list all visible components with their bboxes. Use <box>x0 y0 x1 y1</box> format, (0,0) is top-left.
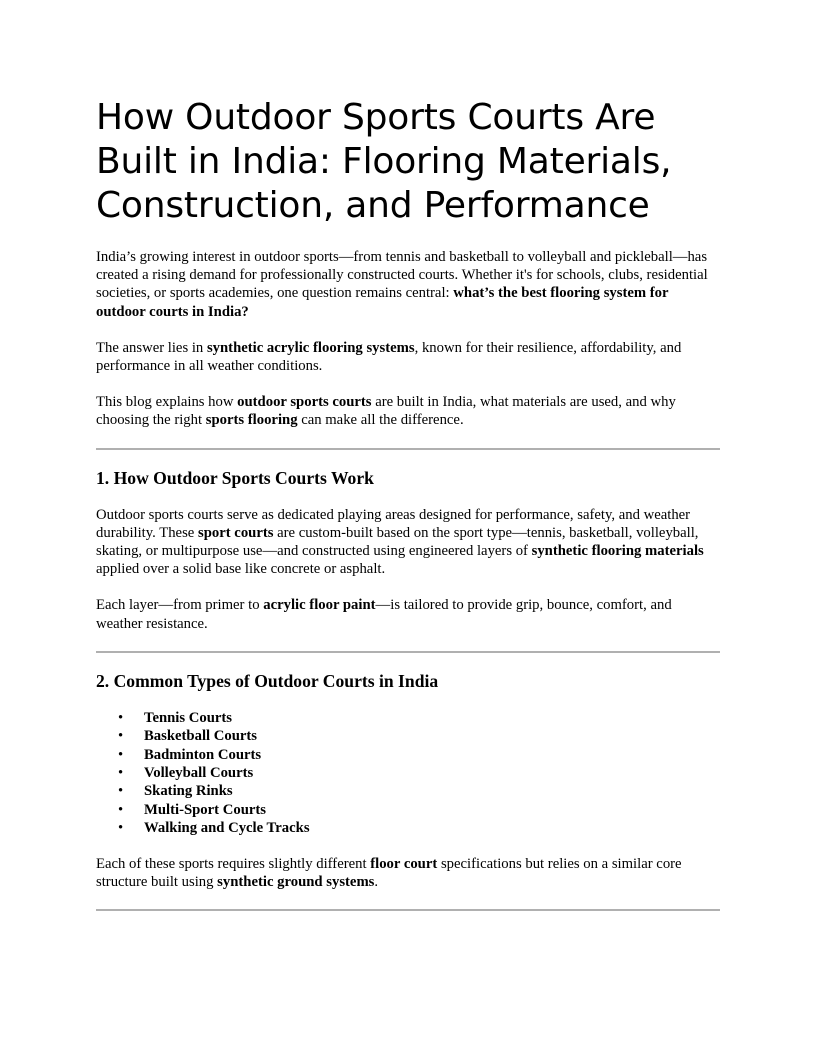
list-item <box>96 746 720 764</box>
text-span: are built in India, what materials are used, and why choosing the right <box>96 394 676 429</box>
section-1-heading: 1. How Outdoor Sports Courts Work <box>96 467 374 488</box>
page-title: How Outdoor Sports Courts Are Built in India: Flooring Materials, Construction, and Performance <box>96 97 672 226</box>
text-span: . <box>374 873 379 890</box>
bold-text: synthetic acrylic flooring systems <box>206 339 415 356</box>
bold-text: what’s the best flooring system for outdoor courts in India? <box>96 285 669 320</box>
text-span: Each of these sports requires slightly different <box>96 855 371 872</box>
text-span: are custom-built based on the sport type—tennis, basketball, volleyball, skating, or multipurpose use—and constructed using engineered layers of <box>96 524 699 560</box>
text-span: can make all the difference. <box>297 412 464 429</box>
intro-paragraph-2 <box>96 339 720 375</box>
text-span: This blog explains how <box>96 394 238 411</box>
bullet-icon: • <box>118 746 124 763</box>
bullet-icon: • <box>118 728 124 745</box>
bold-text: outdoor sports courts <box>237 394 372 411</box>
bullet-icon: • <box>118 820 124 837</box>
bold-text: acrylic floor paint <box>263 597 376 614</box>
list-item-label: Badminton Courts <box>144 746 262 763</box>
document-page <box>96 96 720 928</box>
section-2-paragraph-1 <box>96 855 720 891</box>
horizontal-rule <box>96 909 720 911</box>
list-item-label: Skating Rinks <box>144 783 233 800</box>
horizontal-rule <box>96 448 720 450</box>
list-item <box>96 801 720 819</box>
intro-paragraph-3 <box>96 393 720 429</box>
court-types-list <box>96 709 720 838</box>
list-item <box>96 764 720 782</box>
list-item-label: Multi-Sport Courts <box>144 801 266 818</box>
list-item-label: Volleyball Courts <box>144 765 254 782</box>
list-item-label: Tennis Courts <box>144 709 233 726</box>
text-span: , known for their resilience, affordability, and performance in all weather conditions. <box>96 339 682 375</box>
list-item <box>96 709 720 727</box>
list-item <box>96 782 720 800</box>
bold-text: floor court <box>370 855 438 872</box>
text-span: The answer lies in <box>96 339 207 356</box>
list-item <box>96 819 720 837</box>
text-span: Each layer—from primer to <box>96 597 264 614</box>
text-span: specifications but relies on a similar core structure built using <box>96 855 682 890</box>
list-item-label: Basketball Courts <box>144 728 258 745</box>
bold-text: sport courts <box>197 524 274 541</box>
bullet-icon: • <box>118 783 124 800</box>
intro-paragraph-1 <box>96 248 720 321</box>
text-span: —is tailored to provide grip, bounce, comfort, and weather resistance. <box>96 597 672 632</box>
section-2-heading: 2. Common Types of Outdoor Courts in India <box>96 670 439 691</box>
bullet-icon: • <box>118 765 124 782</box>
horizontal-rule <box>96 651 720 653</box>
bold-text: sports flooring <box>205 412 298 429</box>
bullet-icon: • <box>118 709 124 726</box>
section-1-paragraph-1 <box>96 506 720 579</box>
text-span: applied over a solid base like concrete or asphalt. <box>96 561 386 578</box>
bullet-icon: • <box>118 801 124 818</box>
section-1-paragraph-2 <box>96 596 720 632</box>
text-span: India’s growing interest in outdoor sports—from tennis and basketball to volleyball and pickleball—has created a rising demand for professionally constructed courts. Whether it's for schools, clubs, residential societies, or sports academies, one question remains central: <box>96 249 708 302</box>
list-item <box>96 727 720 745</box>
bold-text: synthetic flooring materials <box>531 543 704 560</box>
bold-text: synthetic ground systems <box>217 873 375 890</box>
text-span: Outdoor sports courts serve as dedicated playing areas designed for performance, safety, and weather durability. These <box>96 506 691 541</box>
list-item-label: Walking and Cycle Tracks <box>144 820 310 837</box>
